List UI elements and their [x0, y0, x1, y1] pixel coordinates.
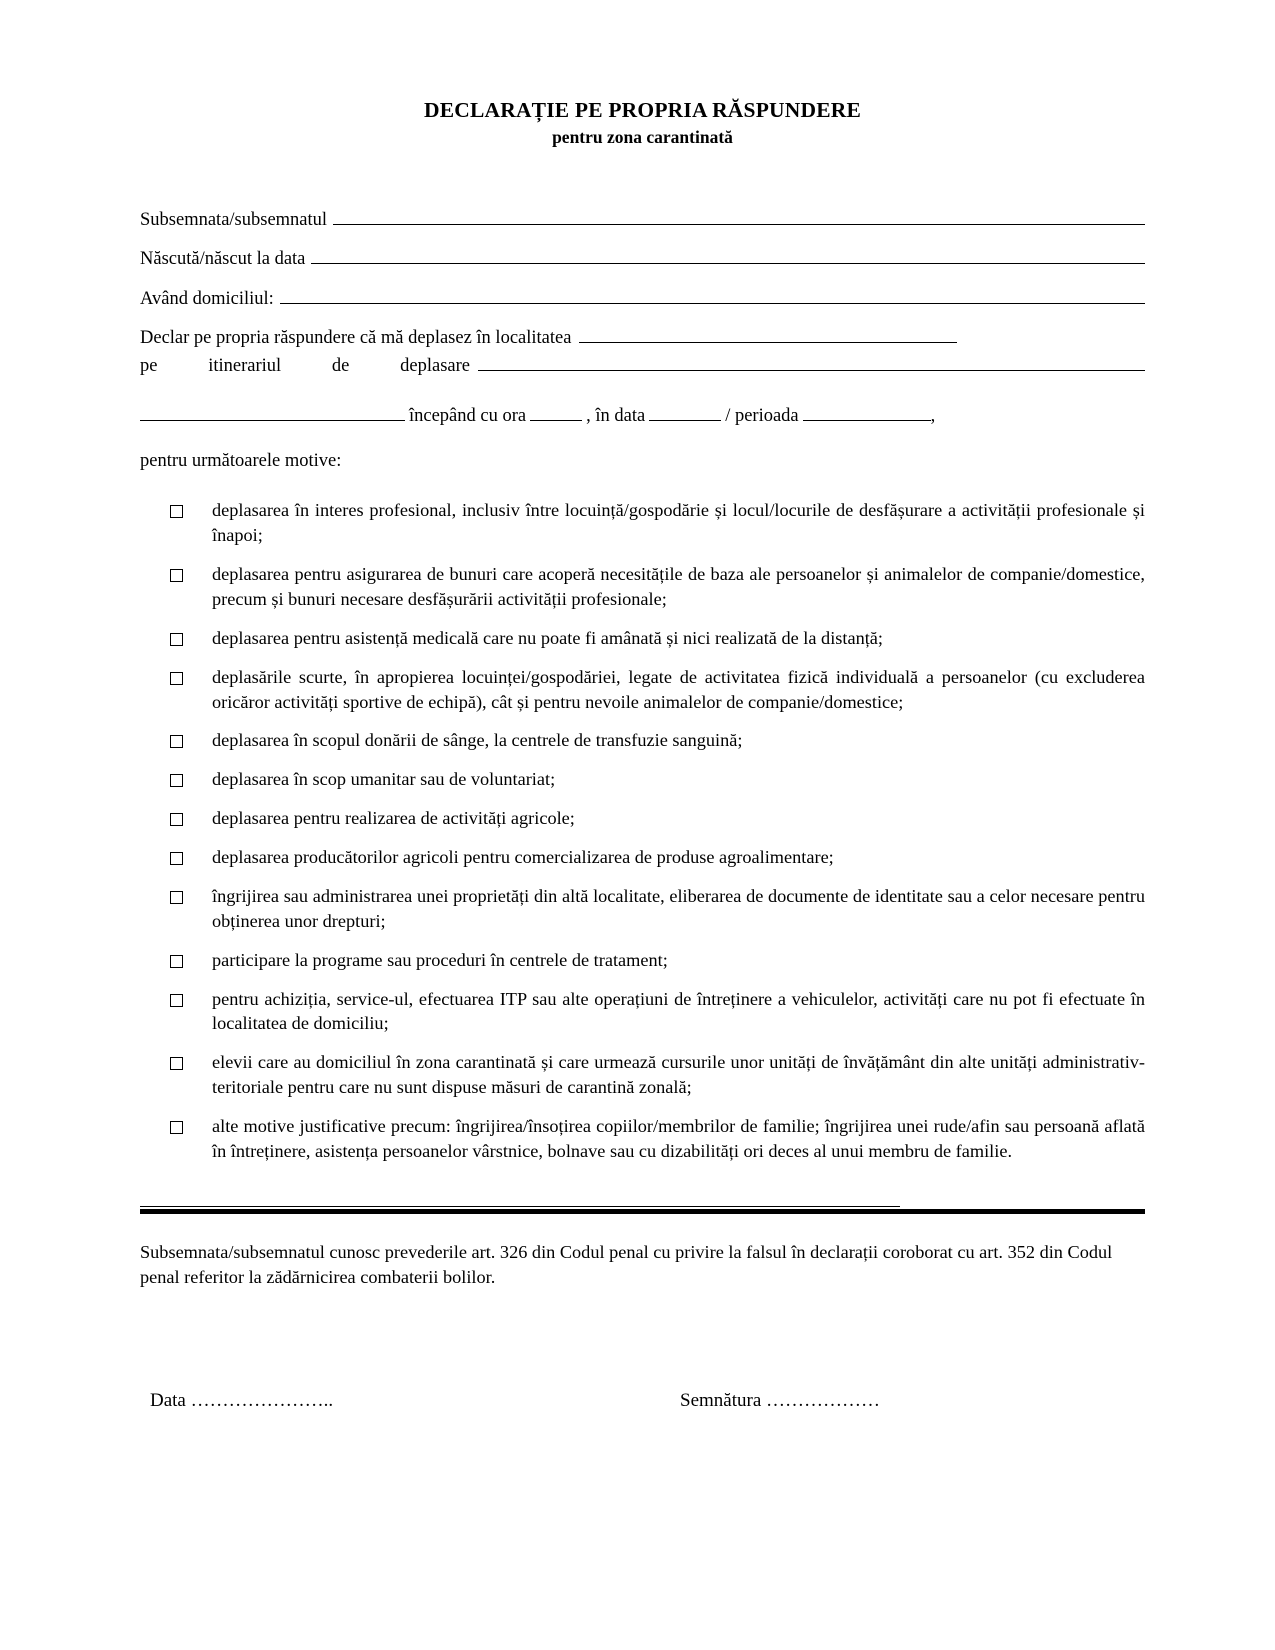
address-field-label: Având domiciliul: [140, 288, 274, 309]
checkbox-icon[interactable] [170, 891, 183, 904]
time-prefix-label: începând cu ora [409, 406, 527, 427]
list-item[interactable] [170, 562, 1145, 612]
separator-thick-rule [140, 1209, 1145, 1214]
itinerary-word-2: itinerariul [208, 355, 282, 376]
itinerary-word-1: pe [140, 355, 158, 376]
legal-notice: Subsemnata/subsemnatul cunosc prevederile art. 326 din Codul penal cu privire la falsul în declarații coroborat cu art. 352 din Codul penal referitor la zădărnicirea combaterii bolilor. [140, 1241, 1113, 1288]
time-suffix-label: , [930, 406, 936, 427]
locality-field-label: Declar pe propria răspundere că mă deplasez în localitatea [140, 328, 572, 349]
itinerary-continuation-input[interactable] [140, 405, 405, 421]
list-item[interactable] [170, 728, 1145, 753]
checkbox-icon[interactable] [170, 569, 183, 582]
period-label: / perioada [725, 406, 799, 427]
checkbox-icon[interactable] [170, 672, 183, 685]
page-title: DECLARAȚIE PE PROPRIA RĂSPUNDERE [423, 98, 862, 122]
separator-thin-rule [140, 1206, 900, 1207]
list-item[interactable] [170, 884, 1145, 934]
field-row-name [140, 209, 1145, 230]
checkbox-icon[interactable] [170, 735, 183, 748]
field-row-locality [140, 327, 1145, 348]
checkbox-icon[interactable] [170, 1057, 183, 1070]
list-item-label: deplasarea pentru realizarea de activități agricole; [212, 808, 575, 829]
list-item[interactable] [170, 948, 1145, 973]
itinerary-field-input[interactable] [478, 355, 1145, 371]
field-row-time [140, 405, 1145, 426]
document-sheet [140, 0, 1145, 1412]
checkbox-icon[interactable] [170, 852, 183, 865]
list-item-label: elevii care au domiciliul în zona carantinată și care urmează cursurile unor unități de învățământ din alte unități administrativ-teritoriale pentru care nu sunt dispuse măsuri de carantină zonală; [212, 1052, 1145, 1098]
list-item-label: deplasarea pentru asistență medicală care nu poate fi amânată și nici realizată de la distanță; [212, 627, 883, 648]
list-item-label: îngrijirea sau administrarea unei proprietăți din altă localitate, eliberarea de documente de identitate sau a celor necesare pentru obținerea unor drepturi; [212, 885, 1145, 931]
time-mid-label: , în data [586, 406, 646, 427]
signature-label[interactable]: Semnătura ……………… [680, 1390, 881, 1412]
list-item-label: deplasarea în scopul donării de sânge, la centrele de transfuzie sanguină; [212, 730, 743, 751]
list-item[interactable] [170, 626, 1145, 651]
itinerary-word-3: de [331, 355, 350, 376]
list-item[interactable] [170, 1114, 1145, 1164]
date-field-input[interactable] [649, 405, 721, 421]
list-item[interactable] [170, 767, 1145, 792]
checkbox-icon[interactable] [170, 774, 183, 787]
checkbox-icon[interactable] [170, 633, 183, 646]
form-fields [140, 209, 1145, 471]
list-item[interactable] [170, 987, 1145, 1037]
reasons-intro-label: pentru următoarele motive: [140, 450, 342, 471]
checkbox-icon[interactable] [170, 955, 183, 968]
list-item[interactable] [170, 498, 1145, 548]
period-field-input[interactable] [803, 405, 931, 421]
address-field-input[interactable] [280, 288, 1145, 304]
page-subtitle: pentru zona carantinată [552, 126, 733, 147]
checkbox-icon[interactable] [170, 1121, 183, 1134]
field-row-address [140, 288, 1145, 309]
list-item[interactable] [170, 845, 1145, 870]
checkbox-icon[interactable] [170, 994, 183, 1007]
list-item-label: deplasările scurte, în apropierea locuinței/gospodăriei, legate de activitatea fizică individuală a persoanelor (cu excluderea oricăror activități sportive de echipă), cât și pentru nevoile animalelor de companie/domestice; [212, 666, 1145, 712]
birthdate-field-input[interactable] [311, 248, 1145, 264]
locality-field-input[interactable] [579, 327, 957, 343]
checkbox-icon[interactable] [170, 813, 183, 826]
name-field-input[interactable] [333, 209, 1145, 225]
list-item[interactable] [170, 665, 1145, 715]
checkbox-icon[interactable] [170, 505, 183, 518]
itinerary-field-label [140, 357, 478, 376]
signature-row [140, 1390, 1145, 1412]
title-block [140, 98, 1145, 147]
list-item-label: deplasarea în scop umanitar sau de voluntariat; [212, 769, 556, 790]
separator [140, 1206, 1145, 1214]
field-row-itinerary [140, 355, 1145, 376]
reasons-list [170, 498, 1145, 1164]
field-row-birthdate [140, 248, 1145, 269]
itinerary-word-4: deplasare [400, 355, 470, 376]
list-item-label: alte motive justificative precum: îngrijirea/însoțirea copiilor/membrilor de familie; îngrijirea unei rude/afin sau persoană aflată în întreținere, asistența persoanelor vârstnice, bolnave sau cu dizabilități ori deces al unui membru de familie. [212, 1116, 1145, 1161]
hour-field-input[interactable] [530, 405, 582, 421]
list-item-label: participare la programe sau proceduri în centrele de tratament; [212, 949, 668, 970]
name-field-label: Subsemnata/subsemnatul [140, 209, 328, 230]
list-item-label: deplasarea pentru asigurarea de bunuri care acoperă necesitățile de baza ale persoanelor și animalelor de companie/domestice, precum și bunuri necesare desfășurării activității profesionale; [212, 564, 1145, 609]
list-item[interactable] [170, 1050, 1145, 1100]
date-label[interactable]: Data ………………….. [150, 1390, 334, 1412]
list-item[interactable] [170, 806, 1145, 831]
list-item-label: pentru achiziția, service-ul, efectuarea ITP sau alte operațiuni de întreținere a vehiculelor, activități care nu pot fi efectuate în localitatea de domiciliu; [212, 988, 1145, 1034]
birthdate-field-label: Născută/născut la data [140, 249, 306, 270]
list-item-label: deplasarea în interes profesional, inclusiv între locuință/gospodărie și locul/locurile de desfășurare a activității profesionale și înapoi; [212, 500, 1145, 546]
list-item-label: deplasarea producătorilor agricoli pentru comercializarea de produse agroalimentare; [212, 847, 834, 868]
